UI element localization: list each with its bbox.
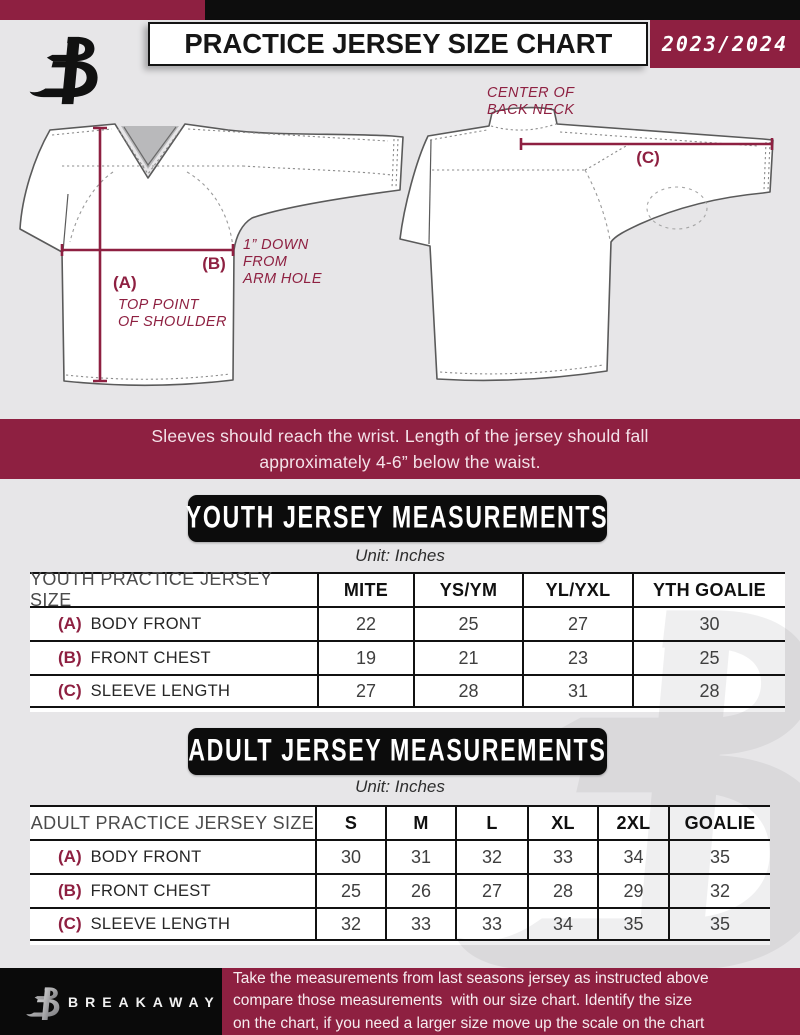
- measurement-row-label: [30, 674, 317, 708]
- adult-unit-label: Unit: Inches: [355, 777, 445, 796]
- size-value-cell: 28: [632, 674, 785, 708]
- label-b: (B): [202, 254, 226, 273]
- measurement-name: BODY FRONT: [90, 614, 202, 633]
- youth-size-table: [30, 569, 785, 708]
- measurement-name: BODY FRONT: [90, 847, 202, 866]
- fit-notice-line-2: approximately 4-6” below the waist.: [259, 451, 541, 472]
- measurement-key: (B): [58, 881, 82, 900]
- footer-brand-name: BREAKAWAY: [68, 993, 221, 1010]
- title-band: [148, 22, 648, 66]
- adult-section-banner: [188, 728, 607, 775]
- measurement-name: FRONT CHEST: [90, 648, 211, 667]
- size-column-header: MITE: [317, 572, 413, 606]
- size-column-header: YTH GOALIE: [632, 572, 785, 606]
- size-value-cell: 34: [597, 839, 668, 873]
- footer-breakaway-logo-icon: [24, 981, 62, 1023]
- size-column-header: YL/YXL: [522, 572, 632, 606]
- size-value-cell: 19: [317, 640, 413, 674]
- page-title: PRACTICE JERSEY SIZE CHART: [184, 28, 612, 59]
- measurement-name: SLEEVE LENGTH: [90, 681, 231, 700]
- size-value-cell: 27: [317, 674, 413, 708]
- measurement-name: FRONT CHEST: [90, 881, 211, 900]
- size-value-cell: 32: [315, 907, 385, 941]
- size-value-cell: 35: [597, 907, 668, 941]
- back-jersey-drawing: [400, 85, 773, 380]
- size-value-cell: 23: [522, 640, 632, 674]
- fit-notice-banner: [0, 419, 800, 479]
- size-value-cell: 21: [413, 640, 522, 674]
- size-value-cell: 32: [668, 873, 770, 907]
- header-top-strip-maroon: [0, 0, 205, 20]
- label-c-caption-1: CENTER OF: [487, 85, 575, 101]
- size-column-header: L: [455, 805, 527, 839]
- label-a-caption-2: OF SHOULDER: [118, 314, 227, 330]
- size-value-cell: 35: [668, 907, 770, 941]
- size-value-cell: 31: [385, 839, 455, 873]
- measurement-key: (A): [58, 847, 82, 866]
- label-c: (C): [636, 148, 660, 167]
- measurement-key: (B): [58, 648, 82, 667]
- size-column-header: XL: [527, 805, 597, 839]
- size-value-cell: 30: [315, 839, 385, 873]
- footer-note-line-1: Take the measurements from last seasons jersey as instructed above: [233, 969, 709, 987]
- size-value-cell: 33: [385, 907, 455, 941]
- adult-size-table: [30, 805, 770, 941]
- measurement-key: (C): [58, 914, 82, 933]
- label-b-caption-2: FROM: [243, 254, 288, 270]
- size-value-cell: 29: [597, 873, 668, 907]
- footer-note-line-3: on the chart, if you need a larger size move up the scale on the chart: [233, 1014, 705, 1032]
- table-header-label: YOUTH PRACTICE JERSEY SIZE: [30, 572, 317, 606]
- size-column-header: YS/YM: [413, 572, 522, 606]
- size-value-cell: 31: [522, 674, 632, 708]
- size-column-header: M: [385, 805, 455, 839]
- size-value-cell: 34: [527, 907, 597, 941]
- fit-notice-line-1: Sleeves should reach the wrist. Length of the jersey should fall: [151, 425, 649, 446]
- size-value-cell: 26: [385, 873, 455, 907]
- label-a: (A): [113, 273, 137, 292]
- season-block: [650, 20, 800, 68]
- youth-banner-title: YOUTH JERSEY MEASUREMENTS: [186, 500, 609, 536]
- youth-section-banner: [188, 495, 607, 542]
- label-b-caption-3: ARM HOLE: [243, 271, 322, 287]
- size-value-cell: 35: [668, 839, 770, 873]
- footer-instructions: [222, 968, 800, 1035]
- size-column-header: S: [315, 805, 385, 839]
- measurement-row-label: [30, 907, 315, 941]
- footer-note-line-2: compare those measurements with our size chart. Identify the size: [233, 992, 693, 1010]
- jersey-measurement-diagram: [0, 66, 800, 420]
- size-column-header: 2XL: [597, 805, 668, 839]
- measurement-row-label: [30, 873, 315, 907]
- size-value-cell: 30: [632, 606, 785, 640]
- size-value-cell: 28: [413, 674, 522, 708]
- label-b-caption-1: 1” DOWN: [243, 237, 309, 253]
- measurement-key: (A): [58, 614, 82, 633]
- size-value-cell: 33: [527, 839, 597, 873]
- size-value-cell: 32: [455, 839, 527, 873]
- size-value-cell: 27: [522, 606, 632, 640]
- size-value-cell: 25: [315, 873, 385, 907]
- size-value-cell: 22: [317, 606, 413, 640]
- label-a-caption-1: TOP POINT: [118, 297, 199, 313]
- season-label: 2023/2024: [661, 32, 789, 56]
- size-column-header: GOALIE: [668, 805, 770, 839]
- adult-banner-title: ADULT JERSEY MEASUREMENTS: [188, 733, 607, 769]
- table-header-label: ADULT PRACTICE JERSEY SIZE: [30, 805, 315, 839]
- measurement-name: SLEEVE LENGTH: [90, 914, 231, 933]
- size-value-cell: 33: [455, 907, 527, 941]
- size-value-cell: 25: [632, 640, 785, 674]
- measurement-row-label: [30, 839, 315, 873]
- measurement-row-label: [30, 640, 317, 674]
- youth-unit-label: Unit: Inches: [355, 546, 445, 565]
- size-value-cell: 27: [455, 873, 527, 907]
- size-value-cell: 28: [527, 873, 597, 907]
- front-jersey-drawing: [20, 124, 403, 385]
- measurement-row-label: [30, 606, 317, 640]
- measurement-key: (C): [58, 681, 82, 700]
- size-value-cell: 25: [413, 606, 522, 640]
- label-c-caption-2: BACK NECK: [487, 102, 575, 118]
